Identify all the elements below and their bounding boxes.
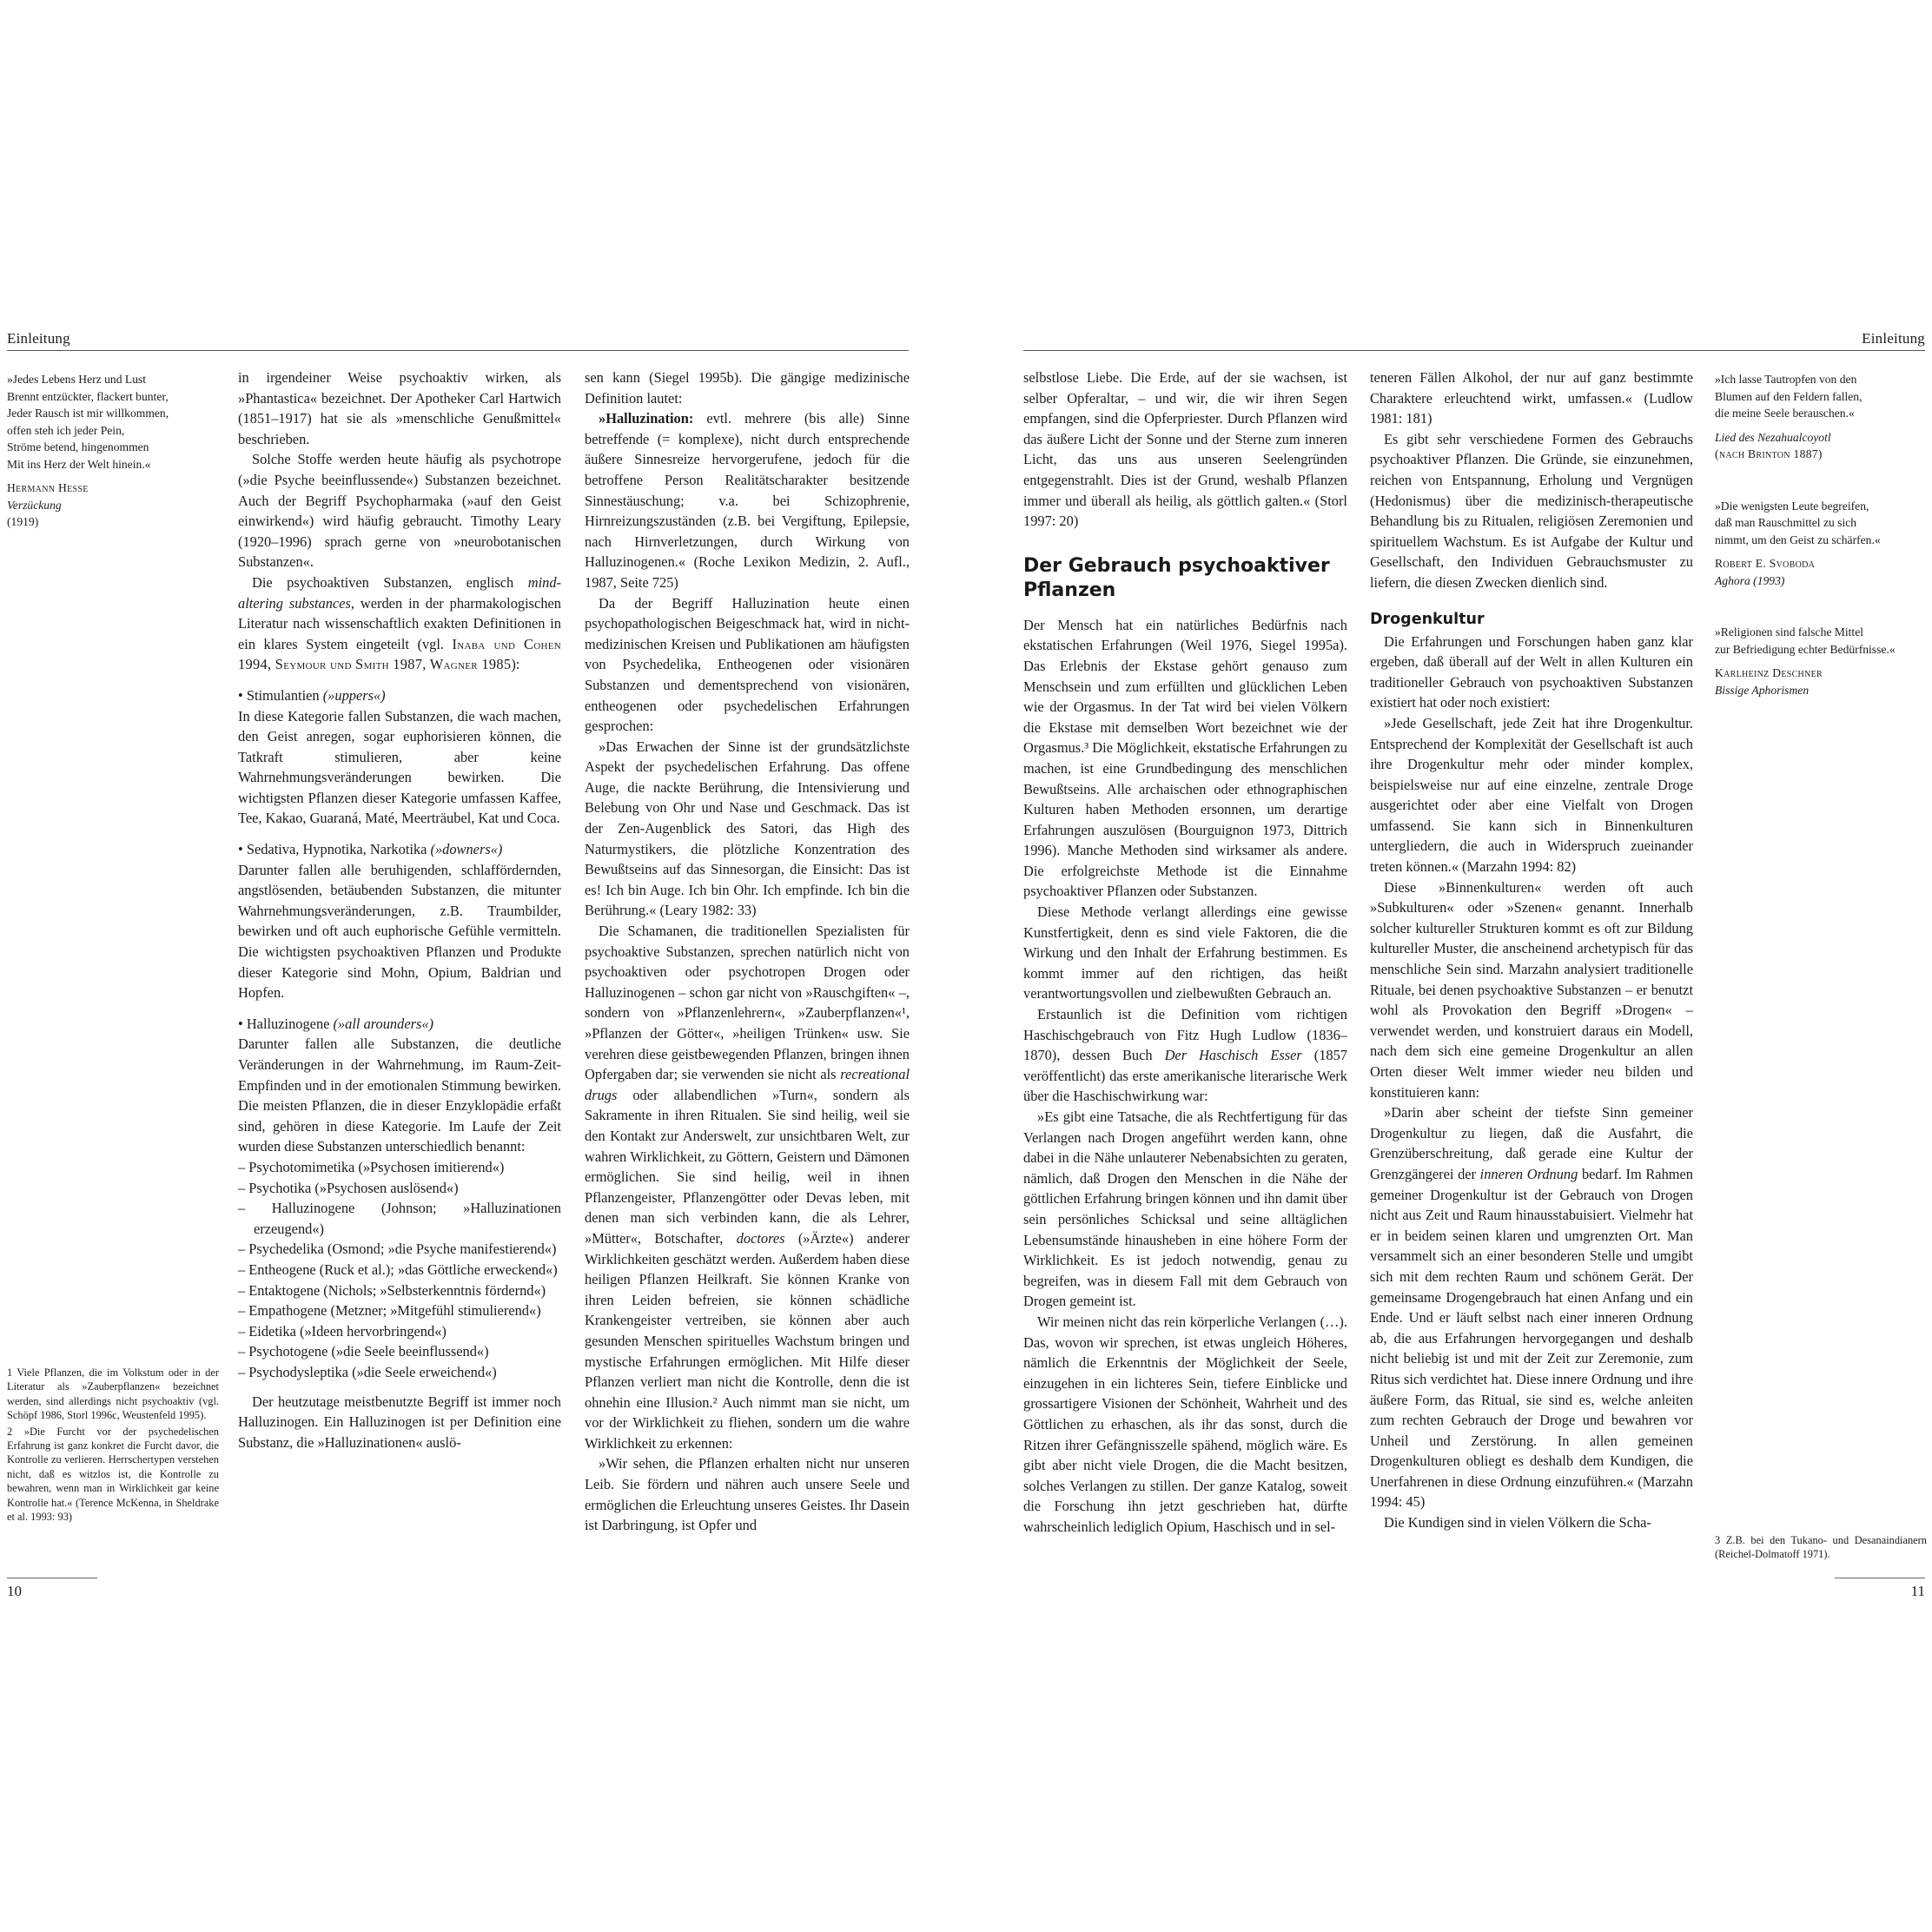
running-head: Einleitung (1862, 330, 1925, 347)
block-quote: Wir meinen nicht das rein körperliche Verlangen (…). Das, wovon wir sprechen, ist etwas ungleich Höheres, nämlich die Erkenntnis der Möglichkeit der Seele, einzugehen in ein lichteres Sein, tiefere Einblicke und grossartigere Visionen der Schönheit, Wahrheit und des Göttlichen zu erhaschen, als ihr das sonst, durch die Ritzen ihrer Gefängnisszelle spähend, möglich wäre. Es gibt aber nicht viele Drogen, die die Macht besitzen, solches Verlangen zu stillen. Der ganze Katalog, soweit die Forschung ihn jetzt geschrieben hat, dürfte wahrscheinlich lediglich Opium, Haschisch und in sel- (1023, 1313, 1347, 1535)
block-quote: »Das Erwachen der Sinne ist der grundsätzlichste Aspekt der psychedelischen Erfahrung. Das offene Auge, die nackte Berührung, die Intensivierung und Belebung von Ohr und Nase und Geschmack. Das ist der Zen-Augenblick des Satori, das High des Naturmystikers, die plötzliche Konzentration des Bewußtseins auf das Sinnesorgan, die Einsicht: Das ist es! Ich bin Auge. Ich bin Ohr. Ich empfinde. Ich bin die Berührung.« (Leary 1982: 33) (585, 738, 910, 919)
margin-quote (1715, 371, 1927, 463)
paragraph: Diese Methode verlangt allerdings eine gewisse Kunstfertigkeit, denn es sind viele Faktoren, die die Wirkung und den Inhalt der Erfahrung bestimmen. Es kommt immer auf den richtigen, das heißt verantwortungsvollen und zielbewußten Gebrauch an. (1023, 903, 1347, 1002)
margin-quote-work: Verzückung (7, 498, 62, 512)
bullet-heading: • Sedativa, Hypnotika, Narkotika (»downers«) (238, 841, 503, 858)
list-item: – Psychotomimetika (»Psychosen imitierend«) (238, 1158, 505, 1175)
paragraph: Die psychoaktiven Substanzen, englisch mind-altering substances, werden in der pharmakologischen Literatur nach wissenschaftlich exakten Definitionen in ein klares System eingeteilt (vgl. Inaba und Cohen 1994, Seymour und Smith 1987, Wagner 1985): (238, 573, 561, 673)
list-item: – Empathogene (Metzner; »Mitgefühl stimulierend«) (238, 1302, 541, 1320)
definition-quote: »Halluzination: evtl. mehrere (bis alle) Sinne betreffende (= komplexe), nicht durch entsprechende äußere Sinnesreize hervorgerufene, jedoch für die betroffene Person Realitätscharakter besitzende Sinnestäuschung; v.a. bei Schizophrenie, Hirnreizungszuständen (z.B. bei Vergiftung, Epilepsie, nach Hirnverletzungen, durch Wirkung von Halluzinogenen.« (Roche Lexikon Medizin, 2. Aufl., 1987, Seite 725) (585, 410, 910, 591)
footnote-3: 3 Z.B. bei den Tukano- und Desanaindianern (Reichel-Dolmatoff 1971). (1715, 1534, 1927, 1561)
subsection-heading: Drogenkultur (1370, 610, 1485, 628)
list-item: – Eidetika (»Ideen hervorbringend«) (238, 1322, 447, 1340)
margin-quote-work: Bissige Aphorismen (1715, 683, 1810, 697)
margin-quote-author: Karlheinz Deschner (1715, 666, 1823, 679)
margin-quote-text: »Jedes Lebens Herz und Lust Brennt entzückter, flackert bunter, Jeder Rausch ist mir willkommen, offen steh ich jeder Pein, Ströme betend, hingenommen Mit ins Herz der Welt hinein.« (7, 373, 169, 471)
paragraph: Es gibt sehr verschiedene Formen des Gebrauchs psychoaktiver Pflanzen. Die Gründe, sie einzunehmen, reichen von Entspannung, Erholung und Vergnügen (Hedonismus) über die medizinisch-therapeutische Behandlung bis zu Ritualen, religiösen Zeremonien und spirituellem Wachstum. Es ist Aufgabe der Kultur und Gesellschaft, den Individuen Gebrauchsmuster zu liefern, die diesen Zwecken dienlich sind. (1370, 430, 1693, 591)
section-heading: Der Gebrauch psychoaktiver Pflanzen (1023, 554, 1330, 601)
list-item: – Psychotogene (»die Seele beeinflussend«) (238, 1343, 489, 1360)
list-item: – Psychodysleptika (»die Seele erweichend«) (238, 1363, 497, 1380)
paragraph: Diese »Binnenkulturen« werden oft auch »Subkulturen« oder »Szenen« genannt. Innerhalb solcher kultureller Strukturen kommt es oft zur Bildung kultureller Muster, die anscheinend archetypisch für das menschliche Sein sind. Marzahn analysiert traditionelle Rituale, bei denen psychoaktive Substanzen – er benutzt wohl als Provokation den Begriff »Drogen« – verwendet werden, und konstruiert daraus ein Modell, nach dem sich eine gemeine Drogenkultur an allen Orten dieser Welt immer wieder neu bilden und konstituieren kann: (1370, 878, 1693, 1101)
header-rule (1023, 350, 1925, 351)
bullet-heading: • Stimulantien (»uppers«) (238, 686, 386, 704)
block-quote: selbstlose Liebe. Die Erde, auf der sie wachsen, ist selber Opferaltar, – und wir, die wir ihren Segen empfangen, sind die Opferpriester. Durch Pflanzen wird das äußere Licht der Sonne und der Sterne zum inneren Licht, das uns aus unseren Seelengründen entgegenstrahlt. Dies ist der Grund, weshalb Pflanzen immer und überall als heilig, als göttlich galten.« (Storl 1997: 20) (1023, 369, 1347, 530)
paragraph: in irgendeiner Weise psychoaktiv wirken, als »Phantastica« bezeichnet. Der Apotheker Carl Hartwich (1851–1917) hat sie als »menschliche Genußmittel« beschrieben. (238, 369, 561, 447)
page-number: 10 (7, 1583, 22, 1599)
paragraph: Die Erfahrungen und Forschungen haben ganz klar ergeben, daß überall auf der Welt in allen Kulturen ein traditioneller Gebrauch von psychoaktiven Substanzen existiert hat oder noch existiert: (1370, 632, 1693, 711)
paragraph: Solche Stoffe werden heute häufig als psychotrope (»die Psyche beeinflussende«) Substanzen bezeichnet. Auch der Begriff Psychopharmaka (»auf den Geist einwirkend«) wird häufig gebraucht. Timothy Leary (1920–1996) sprach gerne von »neurobotanischen Substanzen«. (238, 451, 561, 571)
text-column-2 (585, 367, 910, 1536)
paragraph: Der heutzutage meistbenutzte Begriff ist immer noch Halluzinogen. Ein Halluzinogen ist per Definition eine Substanz, die »Halluzinationen« auslö- (238, 1393, 561, 1451)
paragraph: Da der Begriff Halluzination heute einen psychopathologischen Beigeschmack hat, wird in nicht-medizinischen Kreisen und Publikationen am häufigsten von Psychedelika, Entheogenen oder visionären Substanzen und dementsprechend von visionären, entheogenen oder psychedelischen Erfahrungen gesprochen: (585, 594, 910, 735)
paragraph: sen kann (Siegel 1995b). Die gängige medizinische Definition lautet: (585, 369, 910, 407)
list-item: – Halluzinogene (Johnson; »Halluzinationen erzeugend«) (238, 1200, 561, 1237)
margin-quote-text: »Ich lasse Tautropfen von den Blumen auf den Feldern fallen, die meine Seele berauschen.« (1715, 373, 1863, 420)
margin-quote (1715, 498, 1927, 590)
running-head: Einleitung (7, 330, 70, 347)
header-rule (7, 350, 909, 351)
text-column-1 (1023, 367, 1347, 1537)
list-item: – Entheogene (Ruck et al.); »das Göttliche erweckend«) (238, 1260, 558, 1278)
block-quote: »Darin aber scheint der tiefste Sinn gemeiner Drogenkultur zu liegen, daß die Ausfahrt, die Grenzüberschreitung, daß gerade eine Kultur der Grenzgängerei der inneren Ordnung bedarf. Im Rahmen gemeiner Drogenkultur ist der Gebrauch von Drogen nicht aus Zeit und Raum hinausstabuisiert. Vielmehr hat er in beidem seinen klaren und umgrenzten Ort. Man versammelt sich an einer besonderen Stelle und umgibt sich mit dem rechten Raum und schönem Gerät. Der gemeinsame Drogengebrauch hat einen Anfang und ein Ende. Und er läuft selbst nach einer inneren Ordnung ab, die aus Erfahrungen hervorgegangen und deshalb nicht beliebig ist und mit der Zeit zur Zeremonie, zum Ritus sich verdichtet hat. Diese innere Ordnung und ihre äußere Form, das Ritual, sie sind es, welche anleiten zum rechten Gebrauch der Droge und bewahren vor Unheil und Zerstörung. In allen gemeinen Drogenkulturen obliegt es deshalb dem Kundigen, die Unerfahrenen in diese Ordnung einzuführen.« (Marzahn 1994: 45) (1370, 1104, 1693, 1511)
footnote-2: 2 »Die Furcht vor der psychedelischen Erfahrung ist ganz konkret die Furcht davor, die Kontrolle zu verlieren. Herrschertypen verstehen nicht, daß es witzlos ist, die Kontrolle zu bewahren, wenn man in Wirklichkeit gar keine Kontrolle hat.« (Terence McKenna, in Sheldrake et al. 1993: 93) (7, 1425, 219, 1524)
margin-quote-year: (1919) (7, 515, 39, 528)
list-item: – Psychotika (»Psychosen auslösend«) (238, 1179, 459, 1196)
margin-quote-author: (nach Brinton 1887) (1715, 447, 1823, 460)
right-page (966, 0, 1932, 1932)
block-quote: »Es gibt eine Tatsache, die als Rechtfertigung für das Verlangen nach Drogen angeführt werden kann, ohne dabei in die Nähe unlauterer Nebenabsichten zu geraten, nämlich, daß Drogen den Menschen in die Nähe der göttlichen Erfahrung bringen können und ihn damit über sein persönliches Schicksal und seine alltäglichen Lebensumstände hinausheben in eine höhere Form der Wirklichkeit. Es ist jedoch notwendig, genau zu begreifen, was in diesem Fall mit dem Gebrauch von Drogen gemeint ist. (1023, 1108, 1347, 1310)
margin-quote-work: Aghora (1993) (1715, 573, 1785, 587)
margin-quotes (1715, 371, 1927, 733)
margin-quote-author: Robert E. Svoboda (1715, 557, 1816, 570)
footnotes (7, 1366, 219, 1524)
list-item: – Psychedelika (Osmond; »die Psyche manifestierend«) (238, 1241, 557, 1258)
footnotes (1715, 1533, 1927, 1562)
paragraph: Die Schamanen, die traditionellen Spezialisten für psychoaktive Substanzen, sprechen natürlich nicht von psychoaktiven oder psychotropen Drogen oder Halluzinogenen – schon gar nicht von »Rauschgiften« –, sondern von »Pflanzenlehrern«, »Zauberpflanzen«¹, »Pflanzen der Götter«, »heiligen Trünken« usw. Sie verehren diese geistbewegenden Pflanzen, bringen ihnen Opfergaben dar; sie verwenden sie nicht als recreational drugs oder allabendlichen »Turn«, sondern als Sakramente in ihren Ritualen. Sie sind heilig, weil sie den Kontakt zur Anderswelt, zur unsichtbaren Welt, zur wahren Wirklichkeit, zu Göttern, Geistern und Dämonen ermöglichen. Sie sind heilig, weil in ihnen Pflanzengeister, Pflanzengötter oder Devas leben, mit denen man sich verbinden kann, die als Lehrer, »Mütter«, Botschafter, doctores (»Ärzte«) anderer Wirklichkeiten geschätzt werden. Außerdem haben diese heiligen Pflanzen Heilkraft. Sie können Kranke von ihren Leiden befreien, sie können schädliche Krankengeister vertreiben, sie können aber auch gesunden Menschen spirituelles Wachstum bringen und mystische Erfahrungen ermöglichen. Mit Hilfe dieser Pflanzen verliert man nicht die Kontrolle, denn die ist ohnehin eine Illusion.² Auch nimmt man sie nicht, um vor der Wirklichkeit zu fliehen, sondern um die wahre Wirklichkeit zu erkennen: (585, 923, 910, 1452)
paragraph: Erstaunlich ist die Definition vom richtigen Haschischgebrauch von Fitz Hugh Ludlow (1836–1870), dessen Buch Der Haschisch Esser (1857 veröffentlicht) das erste amerikanische literarische Werk über die Haschischwirkung war: (1023, 1006, 1347, 1105)
block-quote: teneren Fällen Alkohol, der nur auf ganz bestimmte Charaktere erleuchtend wirkt, umfassen.« (Ludlow 1981: 181) (1370, 369, 1693, 427)
paragraph: Darunter fallen alle beruhigenden, schlaffördernden, angstlösenden, betäubenden Substanzen, die mitunter Wahrnehmungsveränderungen, z.B. Traumbilder, bewirken und oft auch euphorische Gefühle vermitteln. Die wichtigsten psychoaktiven Pflanzen und Produkte dieser Kategorie sind Mohn, Opium, Baldrian und Hopfen. (238, 861, 561, 1002)
text-column-1 (238, 367, 561, 1452)
margin-quote-text: »Religionen sind falsche Mittel zur Befriedigung echter Bedürfnisse.« (1715, 625, 1896, 656)
footnote-1: 1 Viele Pflanzen, die im Volkstum oder in der Literatur als »Zauberpflanzen« bezeichnet werden, sind allerdings nicht psychoaktiv (vgl. Schöpf 1986, Storl 1996c, Weustenfeld 1995). (7, 1366, 219, 1422)
margin-quote (1715, 624, 1927, 698)
bullet-heading: • Halluzinogene (»all arounders«) (238, 1015, 434, 1032)
margin-quote-text: »Die wenigsten Leute begreifen, daß man Rauschmittel zu sich nimmt, um den Geist zu schärfen.« (1715, 499, 1881, 546)
text-column-2 (1370, 367, 1693, 1533)
margin-quote (7, 371, 226, 531)
margin-quote-author: Hermann Hesse (7, 481, 89, 494)
paragraph: Darunter fallen alle Substanzen, die deutliche Veränderungen in der Wahrnehmung, im Raum-Zeit-Empfinden und in der emotionalen Stimmung bewirken. Die meisten Pflanzen, die in dieser Enzyklopädie erfaßt sind, gehören in diese Kategorie. Im Laufe der Zeit wurden diese Substanzen unterschiedlich benannt: (238, 1035, 561, 1155)
block-quote: »Wir sehen, die Pflanzen erhalten nicht nur unseren Leib. Sie fördern und nähren auch unsere Seele und ermöglichen die Erleuchtung unseres Geistes. Ihr Dasein ist Darbringung, ist Opfer und (585, 1455, 910, 1534)
page-number: 11 (1910, 1583, 1925, 1599)
list-item: – Entaktogene (Nichols; »Selbsterkenntnis fördernd«) (238, 1281, 546, 1299)
margin-quote-work: Lied des Nezahualcoyotl (1715, 430, 1831, 444)
paragraph: In diese Kategorie fallen Substanzen, die wach machen, den Geist anregen, sogar euphorisieren können, die Tatkraft stimulieren, aber keine Wahrnehmungsveränderungen bewirken. Die wichtigsten Pflanzen dieser Kategorie umfassen Kaffee, Tee, Kakao, Guaraná, Maté, Meerträubel, Kat und Coca. (238, 707, 561, 827)
paragraph: Die Kundigen sind in vielen Völkern die Scha- (1384, 1514, 1651, 1532)
term-list (238, 1157, 561, 1383)
paragraph: Der Mensch hat ein natürliches Bedürfnis nach ekstatischen Erfahrungen (Weil 1976, Siegel 1995a). Das Erlebnis der Ekstase gehört genauso zum Menschsein und zum erfüllten und glücklichen Leben wie der Orgasmus. In der Tat wird bei vielen Völkern die Ekstase mit demselben Wort bezeichnet wie der Orgasmus.³ Die Möglichkeit, ekstatische Erfahrungen zu machen, ist eine Grundbedingung des menschlichen Bewußtseins. Alle archaischen oder ethnographischen Kulturen haben Methoden ersonnen, um derartige Erfahrungen auszulösen (Bourguignon 1973, Dittrich 1996). Manche Methoden sind wirksamer als andere. Die erfolgreichste Methode ist die Einnahme psychoaktiver Pflanzen oder Substanzen. (1023, 616, 1347, 900)
block-quote: »Jede Gesellschaft, jede Zeit hat ihre Drogenkultur. Entsprechend der Komplexität der Gesellschaft ist auch ihre Drogenkultur mehr oder minder komplex, beispielsweise nur auf eine einzelne, zentrale Droge ausgerichtet oder aber eine Vielfalt von Drogen umfassend. Sie kann sich in Binnenkulturen untergliedern, die auch in Widerspruch zueinander treten können.« (Marzahn 1994: 82) (1370, 714, 1693, 876)
